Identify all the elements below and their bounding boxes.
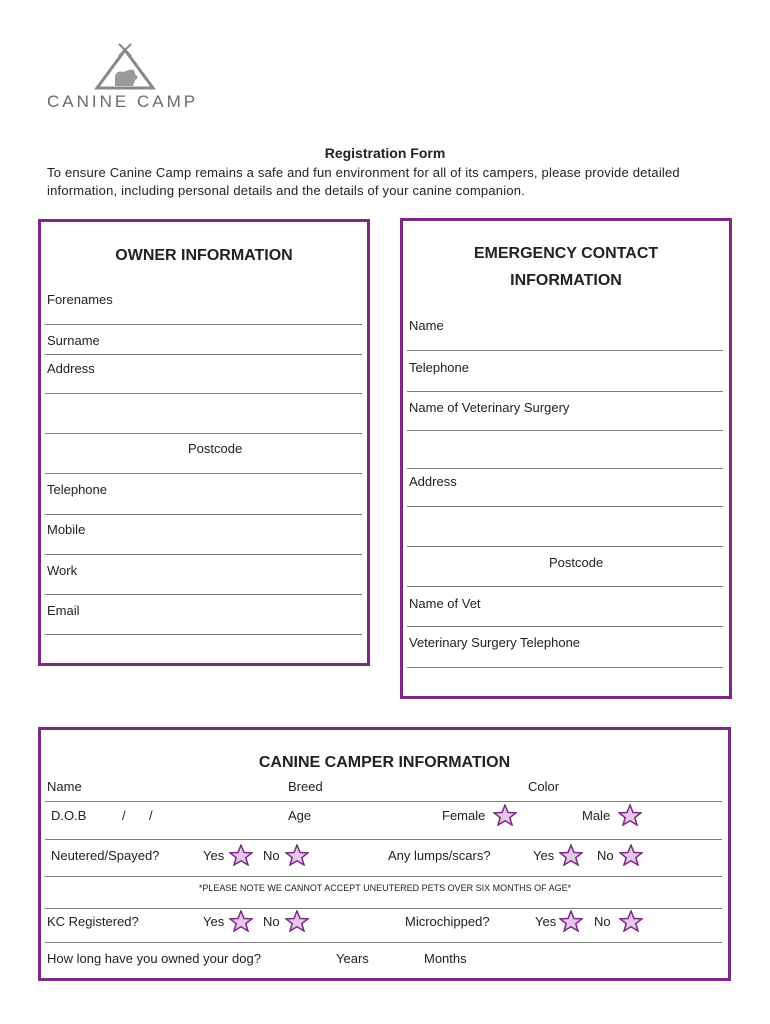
address-field-1[interactable] xyxy=(45,393,362,394)
surname-field[interactable] xyxy=(45,354,362,355)
lumps-label: Any lumps/scars? xyxy=(388,848,491,863)
owner-title: OWNER INFORMATION xyxy=(115,247,293,264)
owned-duration-label: How long have you owned your dog? xyxy=(47,951,261,966)
uneutered-note: *PLEASE NOTE WE CANNOT ACCEPT UNEUTERED PETS OVER SIX MONTHS OF AGE* xyxy=(198,883,572,893)
postcode-field[interactable] xyxy=(45,473,362,474)
microchipped-no-star[interactable] xyxy=(619,910,643,932)
forenames-field[interactable] xyxy=(45,324,362,325)
microchipped-yes-star[interactable] xyxy=(559,910,583,932)
vet-name-label: Name of Vet xyxy=(409,596,481,611)
kc-registered-label: KC Registered? xyxy=(47,914,139,929)
neutered-no-label: No xyxy=(263,848,280,863)
telephone-field[interactable] xyxy=(45,514,362,515)
camper-title: CANINE CAMPER INFORMATION xyxy=(258,754,511,771)
emergency-telephone-label: Telephone xyxy=(409,360,469,375)
vet-surgery-field-1[interactable] xyxy=(407,430,723,431)
postcode-label: Postcode xyxy=(188,441,243,456)
vet-name-field[interactable] xyxy=(407,626,723,627)
vet-postcode-label: Postcode xyxy=(549,555,604,570)
lumps-yes-star[interactable] xyxy=(559,844,583,866)
address-label: Address xyxy=(47,361,95,376)
color-label: Color xyxy=(528,779,560,794)
address-field-2[interactable] xyxy=(45,433,362,434)
email-field[interactable] xyxy=(45,634,362,635)
work-label: Work xyxy=(47,563,78,578)
vet-address-field-1[interactable] xyxy=(407,506,723,507)
vet-telephone-field[interactable] xyxy=(407,667,723,668)
microchipped-no-label: No xyxy=(594,914,611,929)
neutered-no-star[interactable] xyxy=(285,844,309,866)
surname-label: Surname xyxy=(47,333,100,348)
emergency-title-line1: EMERGENCY CONTACT xyxy=(473,245,659,262)
months-label: Months xyxy=(424,951,467,966)
mobile-field[interactable] xyxy=(45,554,362,555)
microchipped-yes-label: Yes xyxy=(535,914,557,929)
lumps-no-label: No xyxy=(597,848,614,863)
vet-surgery-label: Name of Veterinary Surgery xyxy=(409,400,570,415)
male-star-checkbox[interactable] xyxy=(618,804,642,826)
female-label: Female xyxy=(442,808,486,823)
vet-postcode-field[interactable] xyxy=(407,586,723,587)
kc-yes-label: Yes xyxy=(203,914,225,929)
dob-label: D.O.B xyxy=(51,808,87,823)
work-field[interactable] xyxy=(45,594,362,595)
mobile-label: Mobile xyxy=(47,522,86,537)
kc-no-label: No xyxy=(263,914,280,929)
neutered-row-line xyxy=(45,876,722,877)
vet-surgery-field-2[interactable] xyxy=(407,468,723,469)
kc-yes-star[interactable] xyxy=(229,910,253,932)
microchipped-label: Microchipped? xyxy=(405,914,490,929)
form-intro: To ensure Canine Camp remains a safe and fun environment for all of its campers, please provide detailed information, including personal details and the details of your canine companion. xyxy=(47,165,680,198)
neutered-yes-star[interactable] xyxy=(229,844,253,866)
emergency-name-field[interactable] xyxy=(407,350,723,351)
dob-row-line xyxy=(45,839,722,840)
kc-row-line xyxy=(45,942,722,943)
male-label: Male xyxy=(582,808,611,823)
dog-name-label: Name xyxy=(47,779,82,794)
dob-separator-2: / xyxy=(149,808,153,823)
emergency-name-label: Name xyxy=(409,318,444,333)
emergency-title-line2: INFORMATION xyxy=(510,272,622,289)
forenames-label: Forenames xyxy=(47,292,113,307)
neutered-yes-label: Yes xyxy=(203,848,225,863)
brand-name: CANINE CAMP xyxy=(47,92,199,111)
vet-telephone-label: Veterinary Surgery Telephone xyxy=(409,635,581,650)
years-label: Years xyxy=(336,951,369,966)
emergency-telephone-field[interactable] xyxy=(407,391,723,392)
email-label: Email xyxy=(47,603,80,618)
lumps-no-star[interactable] xyxy=(619,844,643,866)
form-title: Registration Form xyxy=(324,145,446,161)
telephone-label: Telephone xyxy=(47,482,107,497)
note-row-line xyxy=(45,908,722,909)
lumps-yes-label: Yes xyxy=(533,848,555,863)
tent-logo-icon xyxy=(93,42,157,92)
kc-no-star[interactable] xyxy=(285,910,309,932)
dob-separator-1: / xyxy=(122,808,126,823)
vet-address-label: Address xyxy=(409,474,457,489)
vet-address-field-2[interactable] xyxy=(407,546,723,547)
dog-name-field[interactable] xyxy=(45,801,722,802)
female-star-checkbox[interactable] xyxy=(493,804,517,826)
breed-label: Breed xyxy=(288,779,323,794)
age-label: Age xyxy=(288,808,312,823)
neutered-label: Neutered/Spayed? xyxy=(51,848,160,863)
